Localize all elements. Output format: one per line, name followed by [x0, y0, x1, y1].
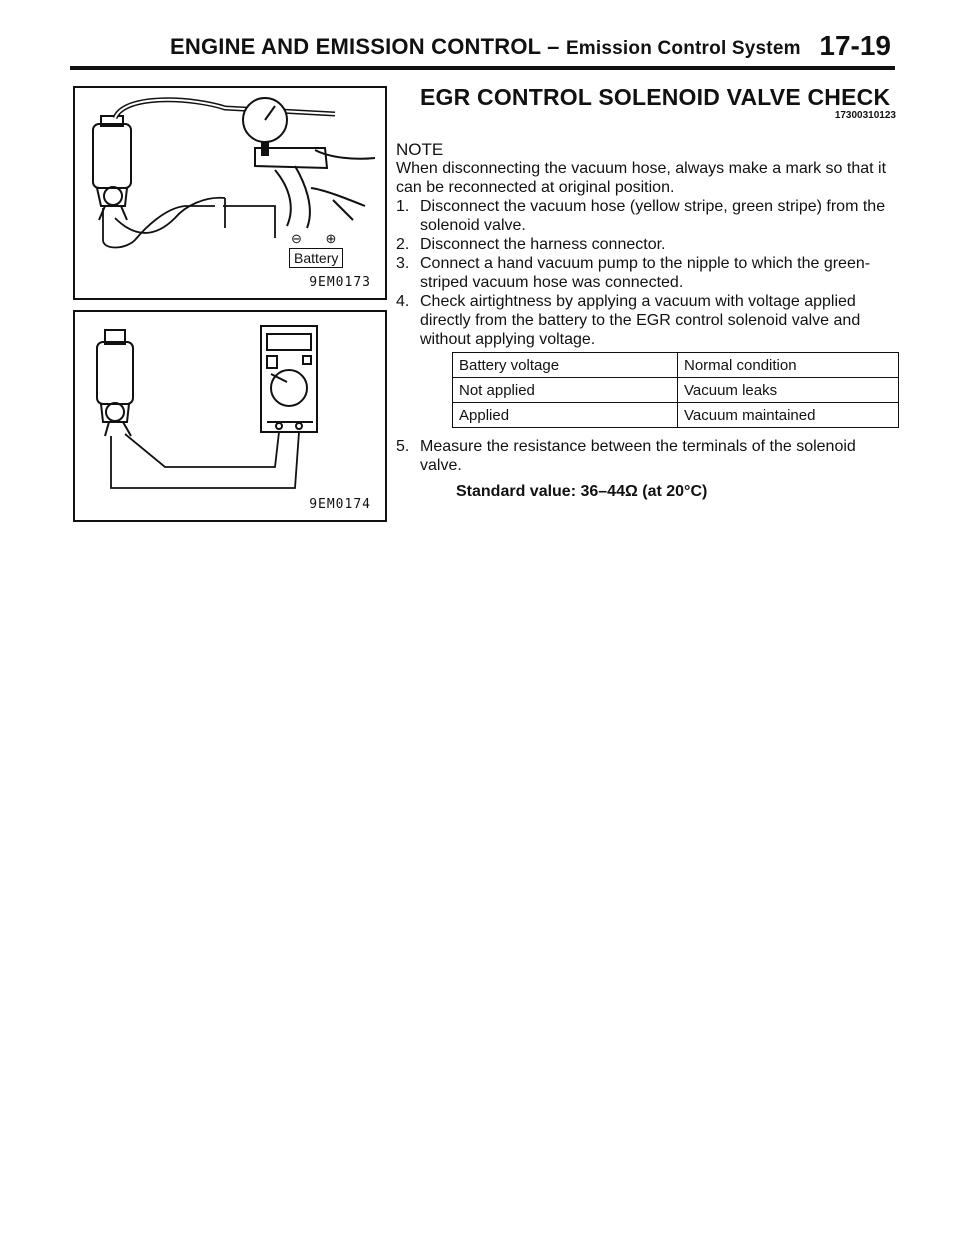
- hand-pump-drawing: [255, 148, 375, 228]
- table-header-cell: Battery voltage: [453, 353, 678, 378]
- step-text: Connect a hand vacuum pump to the nipple to which the green-striped vacuum hose was connected.: [420, 255, 871, 291]
- step-text: Measure the resistance between the terminals of the solenoid valve.: [420, 438, 856, 474]
- header-rule: [70, 66, 895, 70]
- steps-list: [396, 197, 896, 349]
- step-item: [396, 292, 896, 349]
- step-item: [396, 235, 896, 254]
- note-text: When disconnecting the vacuum hose, always make a mark so that it can be reconnected at original position.: [396, 160, 887, 196]
- table-row: [453, 403, 899, 428]
- section-title: EGR CONTROL SOLENOID VALVE CHECK: [420, 84, 891, 110]
- step-number: 5.: [396, 438, 410, 455]
- airtightness-table: [452, 352, 899, 428]
- note-label: NOTE: [396, 140, 444, 159]
- header-title-main: ENGINE AND EMISSION CONTROL –: [170, 34, 560, 59]
- test-leads-drawing: [111, 432, 299, 488]
- battery-label: Battery: [289, 248, 343, 268]
- standard-value: Standard value: 36–44Ω (at 20°C): [456, 483, 708, 500]
- step-number: 2.: [396, 236, 410, 253]
- step-text: Check airtightness by applying a vacuum with voltage applied directly from the battery to the EGR control solenoid valve and without applying voltage.: [420, 293, 861, 348]
- procedure-body: [396, 140, 896, 349]
- wiring-drawing: [103, 198, 275, 248]
- table-cell: Vacuum maintained: [678, 403, 899, 428]
- header-title: [170, 34, 801, 60]
- header-title-sub: Emission Control System: [565, 38, 801, 59]
- table-row: [453, 378, 899, 403]
- step-number: 4.: [396, 293, 410, 310]
- step-item: [396, 254, 896, 292]
- multimeter-drawing: [261, 326, 317, 432]
- step-number: 3.: [396, 255, 410, 272]
- table-cell: Applied: [453, 403, 678, 428]
- table-cell: Not applied: [453, 378, 678, 403]
- figure-code-1: 9EM0173: [309, 275, 371, 290]
- step-item: [396, 197, 896, 235]
- step-text: Disconnect the harness connector.: [420, 236, 666, 253]
- figure-code-2: 9EM0174: [309, 497, 371, 512]
- table-header-cell: Normal condition: [678, 353, 899, 378]
- step-text: Disconnect the vacuum hose (yellow stripe, green stripe) from the solenoid valve.: [420, 198, 886, 234]
- battery-terminal-signs: ⊖ ⊕: [291, 231, 347, 246]
- solenoid-valve-drawing-2: [97, 330, 133, 436]
- table-cell: Vacuum leaks: [678, 378, 899, 403]
- figure-ohmmeter-check: [73, 310, 387, 522]
- step-number: 1.: [396, 198, 410, 215]
- step-5: [396, 437, 901, 475]
- section-code: 17300310123: [834, 110, 896, 121]
- ohmmeter-illustration: [75, 312, 385, 520]
- page-number: 17-19: [819, 30, 891, 61]
- figure-vacuum-pump-battery: [73, 86, 387, 300]
- table-header-row: [453, 353, 899, 378]
- solenoid-valve-drawing: [93, 116, 131, 220]
- page-header: [150, 30, 895, 70]
